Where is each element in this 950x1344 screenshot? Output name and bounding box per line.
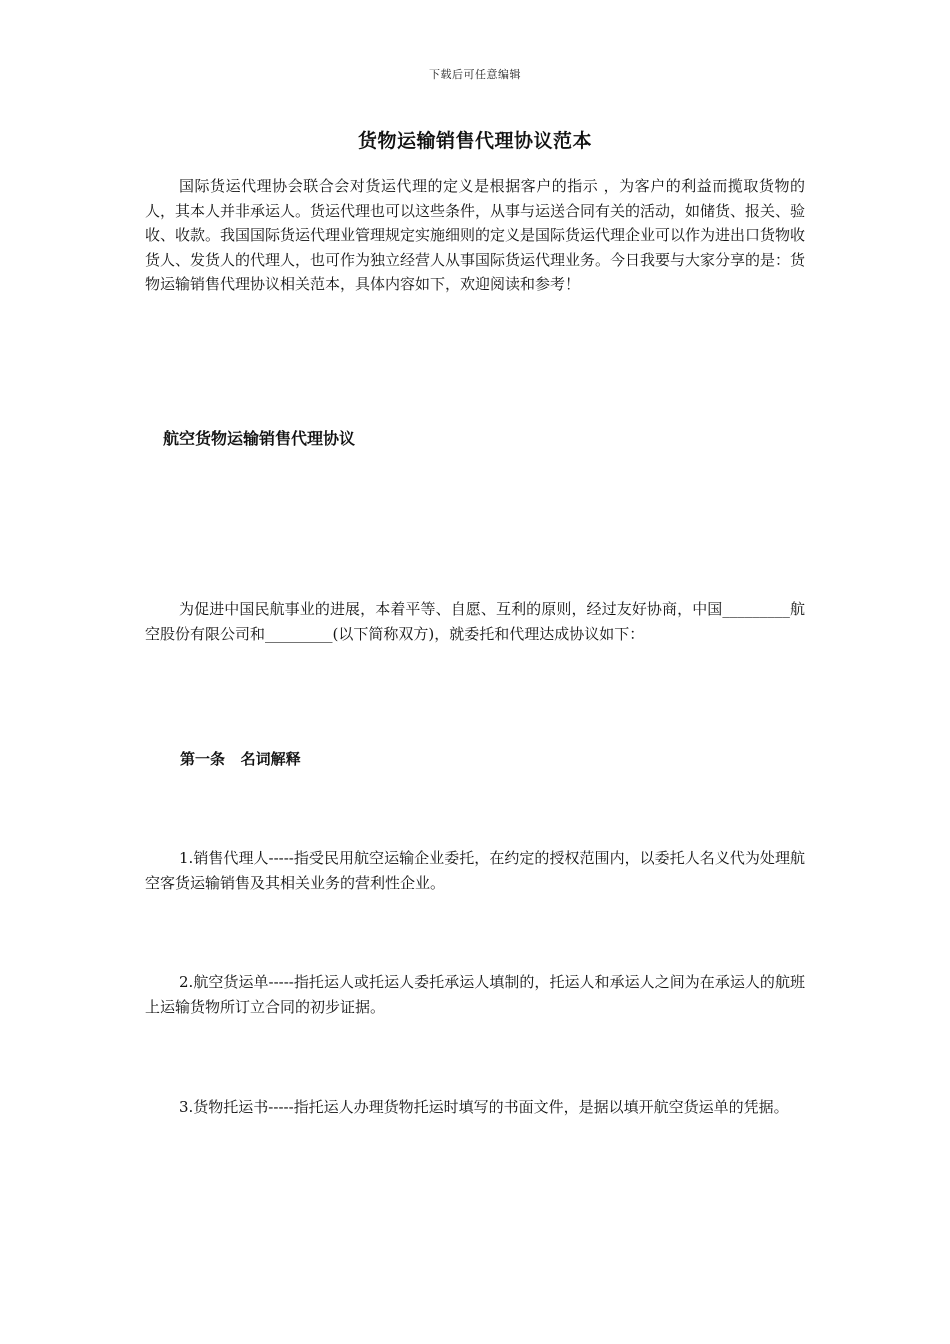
preamble-paragraph: 为促进中国民航事业的进展，本着平等、自愿、互利的原则，经过友好协商，中国_________航空股份有限公司和_________(以下简称双方)，就委托和代理达成协议如下： <box>145 600 805 643</box>
header-note: 下载后可任意编辑 <box>429 68 521 81</box>
section-heading: 航空货物运输销售代理协议 <box>163 429 356 448</box>
intro-paragraph: 国际货运代理协会联合会对货运代理的定义是根据客户的指示 ，为客户的利益而揽取货物的人，其本人并非承运人。货运代理也可以这些条件，从事与运送合同有关的活动，如储货、报关、验收、收款。我国国际货运代理业管理规定实施细则的定义是国际货运代理企业可以作为进出口货物收货人、发货人的代理人，也可作为独立经营人从事国际货运代理业务。今日我要与大家分享的是：货物运输销售代理协议相关范本，具体内容如下，欢迎阅读和参考！ <box>145 177 806 293</box>
document-title: 货物运输销售代理协议范本 <box>357 130 592 152</box>
definition-item: 1.销售代理人-----指受民用航空运输企业委托，在约定的授权范围内，以委托人名义代为处理航空客货运输销售及其相关业务的营利性企业。 <box>145 849 805 892</box>
definition-item: 2.航空货运单-----指托运人或托运人委托承运人填制的，托运人和承运人之间为在承运人的航班上运输货物所订立合同的初步证据。 <box>145 973 805 1016</box>
definition-item: 3.货物托运书-----指托运人办理货物托运时填写的书面文件，是据以填开航空货运单的凭据。 <box>179 1098 789 1116</box>
article-heading: 第一条 名词解释 <box>180 750 301 768</box>
